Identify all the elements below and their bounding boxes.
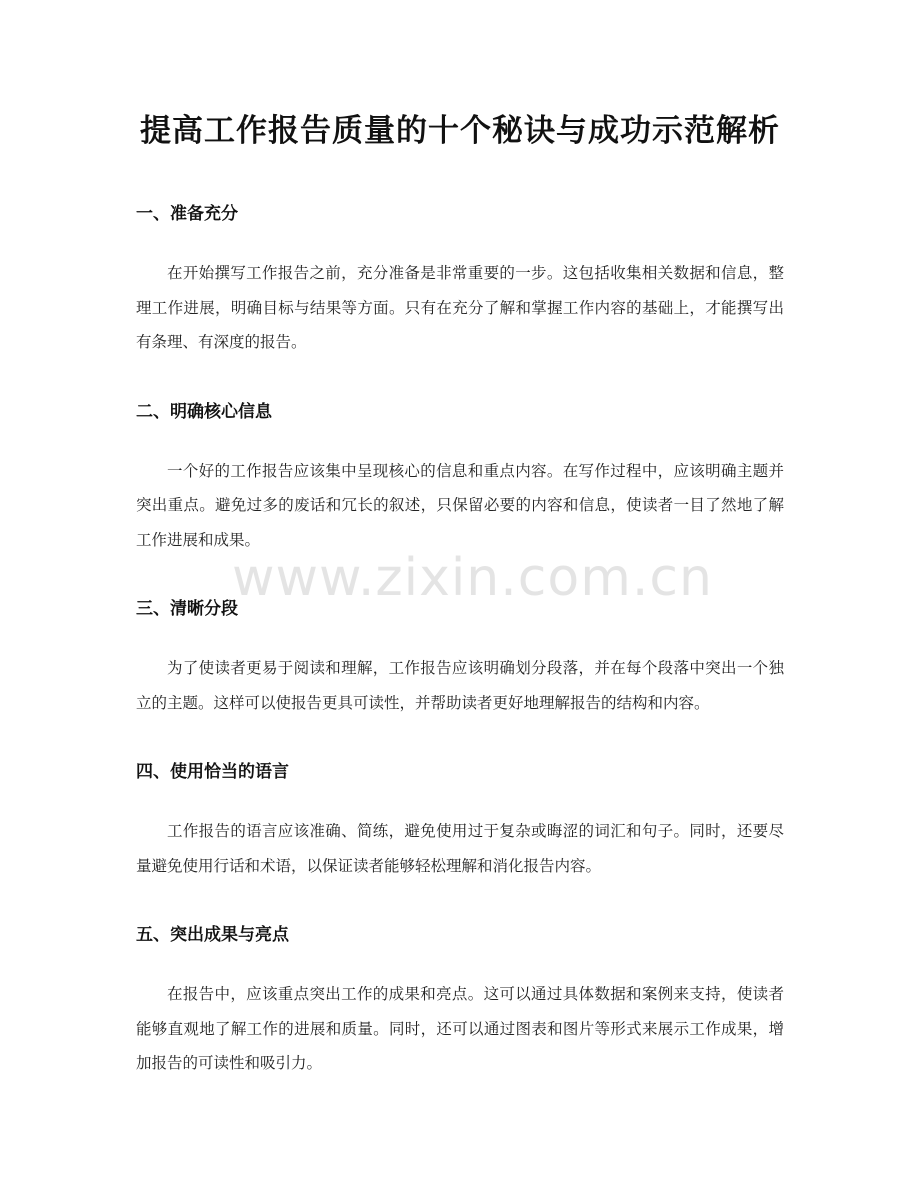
section-4 [136,748,784,883]
section-5 [136,911,784,1081]
section-heading: 三、清晰分段 [136,599,238,619]
section-2 [136,388,784,558]
section-paragraph: 在开始撰写工作报告之前，充分准备是非常重要的一步。这包括收集相关数据和信息，整理工作进展，明确目标与结果等方面。只有在充分了解和掌握工作内容的基础上，才能撰写出有条理、有深度的报告。 [136,264,784,351]
section-3 [136,585,784,720]
section-paragraph: 为了使读者更易于阅读和理解，工作报告应该明确划分段落，并在每个段落中突出一个独立的主题。这样可以使报告更具可读性，并帮助读者更好地理解报告的结构和内容。 [136,659,784,712]
section-heading: 一、准备充分 [136,204,238,224]
section-heading: 二、明确核心信息 [136,401,272,422]
document-title: 提高工作报告质量的十个秘诀与成功示范解析 [140,113,780,149]
watermark: www.zixin.com.cn [232,548,713,608]
section-1 [136,190,784,360]
section-paragraph: 一个好的工作报告应该集中呈现核心的信息和重点内容。在写作过程中，应该明确主题并突出重点。避免过多的废话和冗长的叙述，只保留必要的内容和信息，使读者一目了然地了解工作进展和成果。 [136,461,784,549]
section-paragraph: 在报告中，应该重点突出工作的成果和亮点。这可以通过具体数据和案例来支持，使读者能够直观地了解工作的进展和质量。同时，还可以通过图表和图片等形式来展示工作成果，增加报告的可读性和吸引力。 [136,985,784,1072]
section-heading: 四、使用恰当的语言 [136,762,289,782]
section-heading: 五、突出成果与亮点 [136,925,289,945]
section-paragraph: 工作报告的语言应该准确、简练，避免使用过于复杂或晦涩的词汇和句子。同时，还要尽量避免使用行话和术语，以保证读者能够轻松理解和消化报告内容。 [136,822,784,875]
